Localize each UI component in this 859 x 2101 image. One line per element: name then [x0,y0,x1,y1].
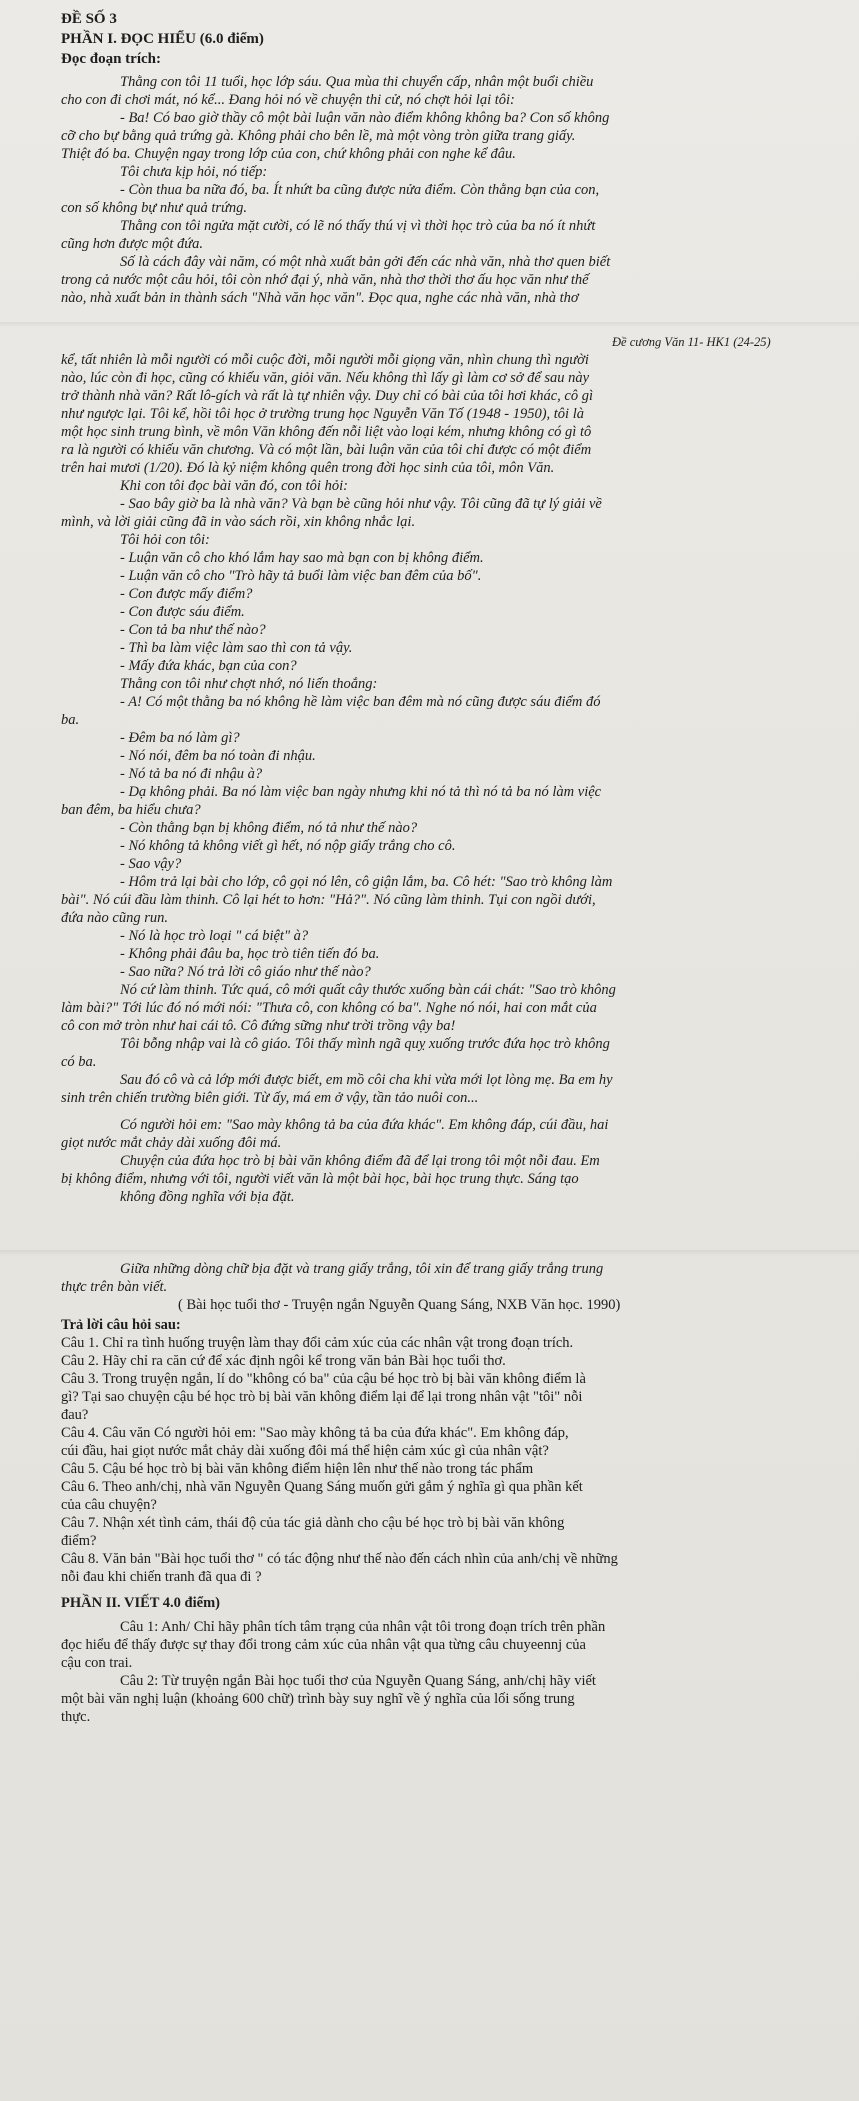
source-citation: ( Bài học tuổi thơ - Truyện ngắn Nguyễn Quang Sáng, NXB Văn học. 1990) [178,1297,621,1313]
excerpt-line: - Thì ba làm việc làm sao thì con tả vậy. [120,640,353,656]
excerpt-line: trong cả nước một câu hỏi, tôi còn nhớ đại ý, nhà văn, nhà thơ thời thơ ấu học văn như thế [61,272,589,288]
excerpt-line: nào, nhà xuất bản in thành sách "Nhà văn học văn". Đọc qua, nghe các nhà văn, nhà thơ [61,290,579,306]
excerpt-line: - Nó nói, đêm ba nó toàn đi nhậu. [120,748,316,764]
excerpt-line: - Ba! Có bao giờ thầy cô một bài luận văn nào điểm không không ba? Con số không [120,110,610,126]
question-line: gì? Tại sao chuyện cậu bé học trò bị bài văn không điểm lại để lại trong nhân vật "tôi" nỗi [61,1389,583,1405]
excerpt-line: - Hôm trả lại bài cho lớp, cô gọi nó lên, cô giận lắm, ba. Cô hét: "Sao trò không làm [120,874,613,890]
excerpt-line: cỡ cho bự bằng quả trứng gà. Không phải cho bên lề, mà một vòng tròn giữa trang giấy. [61,128,576,144]
exam-number: ĐỀ SỐ 3 [61,11,117,27]
excerpt-line: - A! Có một thằng ba nó không hề làm việc ban đêm mà nó cũng được sáu điểm đó [120,694,601,710]
excerpt-line: bị không điểm, nhưng với tôi, người viết văn là một bài học, bài học trung thực. Sáng tạo [61,1171,579,1187]
excerpt-line: - Luận văn cô cho khó lắm hay sao mà bạn con bị không điểm. [120,550,484,566]
question-line: Câu 6. Theo anh/chị, nhà văn Nguyễn Quang Sáng muốn gửi gắm ý nghĩa gì qua phần kết [61,1479,583,1495]
excerpt-line: Thằng con tôi như chợt nhớ, nó liến thoắng: [120,676,378,692]
excerpt-line: Có người hỏi em: "Sao mày không tả ba của đứa khác". Em không đáp, cúi đầu, hai [120,1117,609,1133]
excerpt-line: Chuyện của đứa học trò bị bài văn không điểm đã để lại trong tôi một nỗi đau. Em [120,1153,600,1169]
excerpt-line: - Mấy đứa khác, bạn của con? [120,658,297,674]
excerpt-line: Khi con tôi đọc bài văn đó, con tôi hỏi: [120,478,348,494]
excerpt-line: - Còn thằng bạn bị không điểm, nó tả như thế nào? [120,820,418,836]
excerpt-line: đứa nào cũng run. [61,910,168,926]
excerpt-line: trở thành nhà văn? Rất lô-gích và rất là tự nhiên vậy. Duy chỉ có bài của tôi hơi khác, cô gì [61,388,593,404]
excerpt-line: bài". Nó cúi đầu làm thinh. Cô lại hét to hơn: "Hả?". Nó cũng làm thinh. Tụi con ngồi dưới, [61,892,596,908]
excerpt-line: trên hai mươi (1/20). Đó là kỷ niệm không quên trong đời học sinh của tôi, môn Văn. [61,460,555,476]
writing-line: Câu 2: Từ truyện ngắn Bài học tuổi thơ của Nguyễn Quang Sáng, anh/chị hãy viết [120,1673,596,1689]
excerpt-line: Tôi hỏi con tôi: [120,532,210,548]
excerpt-line: - Con tả ba như thế nào? [120,622,266,638]
excerpt-line: một học sinh trung bình, về môn Văn không đến nỗi liệt vào loại kém, nhưng không có gì tô [61,424,592,440]
excerpt-line: Thiệt đó ba. Chuyện ngay trong lớp của con, chứ không phải con nghe kể đâu. [61,146,516,162]
excerpt-line: không đồng nghĩa với bịa đặt. [120,1189,295,1205]
excerpt-line: Nó cứ làm thinh. Tức quá, cô mới quất cây thước xuống bàn cái chát: "Sao trò không [120,982,616,998]
excerpt-line: - Con được mấy điểm? [120,586,253,602]
excerpt-line: ban đêm, ba hiểu chưa? [61,802,201,818]
excerpt-line: cũng hơn được một đứa. [61,236,204,252]
question-line: Câu 4. Câu văn Có người hỏi em: "Sao mày không tả ba của đứa khác". Em không đáp, [61,1425,569,1441]
excerpt-line: cho con đi chơi mát, nó kể... Đang hỏi nó về chuyện thi cử, nó chợt hỏi lại tôi: [61,92,515,108]
excerpt-line: con số không bự như quả trứng. [61,200,248,216]
excerpt-line: sinh trên chiến trường biên giới. Từ ấy, má em ở vậy, tần tảo nuôi con... [61,1090,479,1106]
excerpt-line: - Không phải đâu ba, học trò tiên tiến đó ba. [120,946,380,962]
excerpt-line: giọt nước mắt chảy dài xuống đôi má. [61,1135,282,1151]
writing-line: một bài văn nghị luận (khoảng 600 chữ) trình bày suy nghĩ về ý nghĩa của lối sống trung [61,1691,575,1707]
excerpt-line: ba. [61,712,80,728]
excerpt-line: - Luận văn cô cho "Trò hãy tả buổi làm việc ban đêm của bố". [120,568,482,584]
excerpt-line: Sau đó cô và cả lớp mới được biết, em mồ côi cha khi vừa mới lọt lòng mẹ. Ba em hy [120,1072,613,1088]
questions-label: Trả lời câu hỏi sau: [61,1317,181,1333]
excerpt-line: Giữa những dòng chữ bịa đặt và trang giấy trắng, tôi xin để trang giấy trắng trung [120,1261,604,1277]
excerpt-line: - Nó là học trò loại " cá biệt" à? [120,928,309,944]
excerpt-line: - Con được sáu điểm. [120,604,245,620]
question-line: cúi đầu, hai giọt nước mắt chảy dài xuống đôi má thể hiện cảm xúc gì của nhân vật? [61,1443,549,1459]
writing-line: Câu 1: Anh/ Chỉ hãy phân tích tâm trạng của nhân vật tôi trong đoạn trích trên phần [120,1619,606,1635]
part1-title: PHẦN I. ĐỌC HIỂU (6.0 điểm) [61,31,264,47]
page-seam [0,322,859,328]
question-line: nỗi đau khi chiến tranh đã qua đi ? [61,1569,262,1585]
excerpt-line: kể, tất nhiên là mỗi người có mỗi cuộc đời, mỗi người mỗi giọng văn, nhìn chung thì người [61,352,589,368]
writing-line: cậu con trai. [61,1655,133,1671]
read-label: Đọc đoạn trích: [61,51,161,67]
excerpt-line: thực trên bàn viết. [61,1279,168,1295]
question-line: Câu 3. Trong truyện ngắn, lí do "không có ba" của cậu bé học trò bị bài văn không điểm là [61,1371,586,1387]
question-line: Câu 5. Cậu bé học trò bị bài văn không điểm hiện lên như thế nào trong tác phẩm [61,1461,534,1477]
excerpt-line: - Sao nữa? Nó trả lời cô giáo như thế nào? [120,964,371,980]
excerpt-line: - Sao bây giờ ba là nhà văn? Và bạn bè cũng hỏi như vậy. Tôi cũng đã tự lý giải về [120,496,602,512]
excerpt-line: có ba. [61,1054,97,1070]
excerpt-line: - Đêm ba nó làm gì? [120,730,240,746]
question-line: Câu 7. Nhận xét tình cảm, thái độ của tác giả dành cho cậu bé học trò bị bài văn không [61,1515,565,1531]
question-line: Câu 1. Chỉ ra tình huống truyện làm thay đổi cảm xúc của các nhân vật trong đoạn trích. [61,1335,574,1351]
question-line: Câu 2. Hãy chỉ ra căn cứ để xác định ngôi kể trong văn bản Bài học tuổi thơ. [61,1353,506,1369]
excerpt-line: Tôi chưa kịp hỏi, nó tiếp: [120,164,268,180]
excerpt-line: cô con mở tròn như hai cái tô. Cô đứng sững như trời trồng vậy ba! [61,1018,456,1034]
writing-line: đọc hiểu để thấy được sự thay đổi trong cảm xúc của nhân vật qua từng câu chuyeennj của [61,1637,586,1653]
outline-label: Đề cương Văn 11- HK1 (24-25) [612,335,771,349]
document-sheet-bottom [0,1118,859,2101]
excerpt-line: - Nó không tả không viết gì hết, nó nộp giấy trắng cho cô. [120,838,456,854]
excerpt-line: - Sao vậy? [120,856,182,872]
excerpt-line: ra là người có khiếu văn chương. Và có một lần, bài luận văn của tôi chỉ được có một điểm [61,442,592,458]
question-line: của câu chuyện? [61,1497,157,1513]
excerpt-line: mình, và lời giải cũng đã in vào sách rồi, xin không nhắc lại. [61,514,416,530]
excerpt-line: Số là cách đây vài năm, có một nhà xuất bản gởi đến các nhà văn, nhà thơ quen biết [120,254,611,270]
excerpt-line: - Nó tả ba nó đi nhậu à? [120,766,263,782]
excerpt-line: Tôi bỗng nhập vai là cô giáo. Tôi thấy mình ngã quỵ xuống trước đứa học trò không [120,1036,610,1052]
page-seam [0,1250,859,1256]
writing-line: thực. [61,1709,91,1725]
question-line: đau? [61,1407,89,1423]
excerpt-line: Thằng con tôi ngửa mặt cười, có lẽ nó thấy thú vị vì thời học trò của ba nó ít nhứt [120,218,596,234]
excerpt-line: làm bài?" Tới lúc đó nó mới nói: "Thưa cô, con không có ba". Nghe nó nói, hai con mắt của [61,1000,597,1016]
excerpt-line: - Dạ không phải. Ba nó làm việc ban ngày nhưng khi nó tả thì nó tả ba nó làm việc [120,784,602,800]
part2-title: PHẦN II. VIẾT 4.0 điểm) [61,1595,220,1611]
excerpt-line: Thằng con tôi 11 tuổi, học lớp sáu. Qua mùa thi chuyển cấp, nhân một buổi chiều [120,74,594,90]
excerpt-line: - Còn thua ba nữa đó, ba. Ít nhứt ba cũng được nửa điểm. Còn thằng bạn của con, [120,182,600,198]
question-line: Câu 8. Văn bản "Bài học tuổi thơ " có tác động như thế nào đến cách nhìn của anh/chị về những [61,1551,618,1567]
excerpt-line: như ngược lại. Tôi kể, hồi tôi học ở trường trung học Nguyễn Văn Tố (1948 - 1950), tôi là [61,406,584,422]
excerpt-line: nào, lúc còn đi học, cũng có khiếu văn, giỏi văn. Nếu không thì lấy gì làm cơ sở để sau này [61,370,590,386]
question-line: điểm? [61,1533,97,1549]
